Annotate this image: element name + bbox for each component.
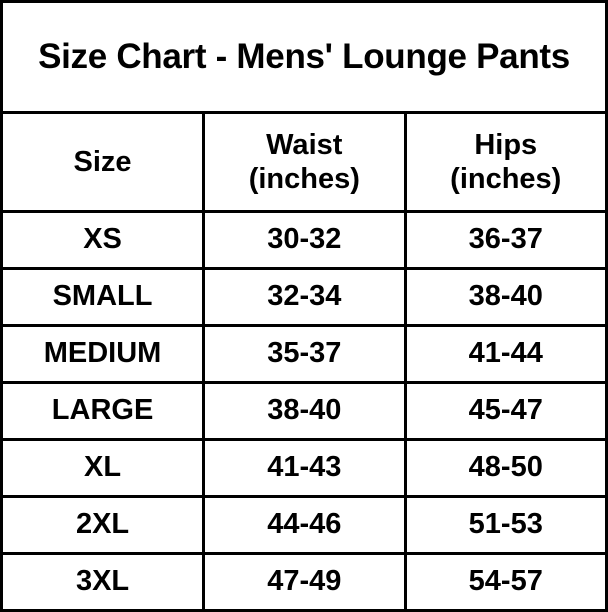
cell-hips: 38-40 <box>405 269 606 326</box>
cell-size: 2XL <box>2 497 204 554</box>
cell-size: XS <box>2 212 204 269</box>
cell-hips: 48-50 <box>405 440 606 497</box>
cell-waist: 32-34 <box>204 269 405 326</box>
cell-hips: 36-37 <box>405 212 606 269</box>
cell-waist: 35-37 <box>204 326 405 383</box>
cell-hips: 41-44 <box>405 326 606 383</box>
title-row <box>2 2 607 113</box>
cell-size: SMALL <box>2 269 204 326</box>
page-title: Size Chart - Mens' Lounge Pants <box>2 2 607 113</box>
cell-hips: 54-57 <box>405 554 606 611</box>
cell-size: 3XL <box>2 554 204 611</box>
column-header-size-line-1: Size <box>73 145 132 178</box>
column-header-waist-line-1: Waist <box>266 128 343 161</box>
column-header-waist-line-2: (inches) <box>248 163 360 195</box>
column-header-size <box>2 113 204 212</box>
table-row <box>2 326 607 383</box>
cell-waist: 38-40 <box>204 383 405 440</box>
table-row <box>2 440 607 497</box>
table-row <box>2 554 607 611</box>
table-row <box>2 383 607 440</box>
column-header-hips <box>405 113 606 212</box>
header-row <box>2 113 607 212</box>
column-header-hips-line-2: (inches) <box>450 163 562 195</box>
cell-hips: 51-53 <box>405 497 606 554</box>
cell-size: LARGE <box>2 383 204 440</box>
cell-waist: 41-43 <box>204 440 405 497</box>
table-row <box>2 497 607 554</box>
column-header-hips-line-1: Hips <box>474 128 538 161</box>
cell-waist: 47-49 <box>204 554 405 611</box>
table-row <box>2 269 607 326</box>
cell-waist: 30-32 <box>204 212 405 269</box>
cell-size: XL <box>2 440 204 497</box>
cell-size: MEDIUM <box>2 326 204 383</box>
cell-waist: 44-46 <box>204 497 405 554</box>
column-header-waist <box>204 113 405 212</box>
cell-hips: 45-47 <box>405 383 606 440</box>
table-row <box>2 212 607 269</box>
